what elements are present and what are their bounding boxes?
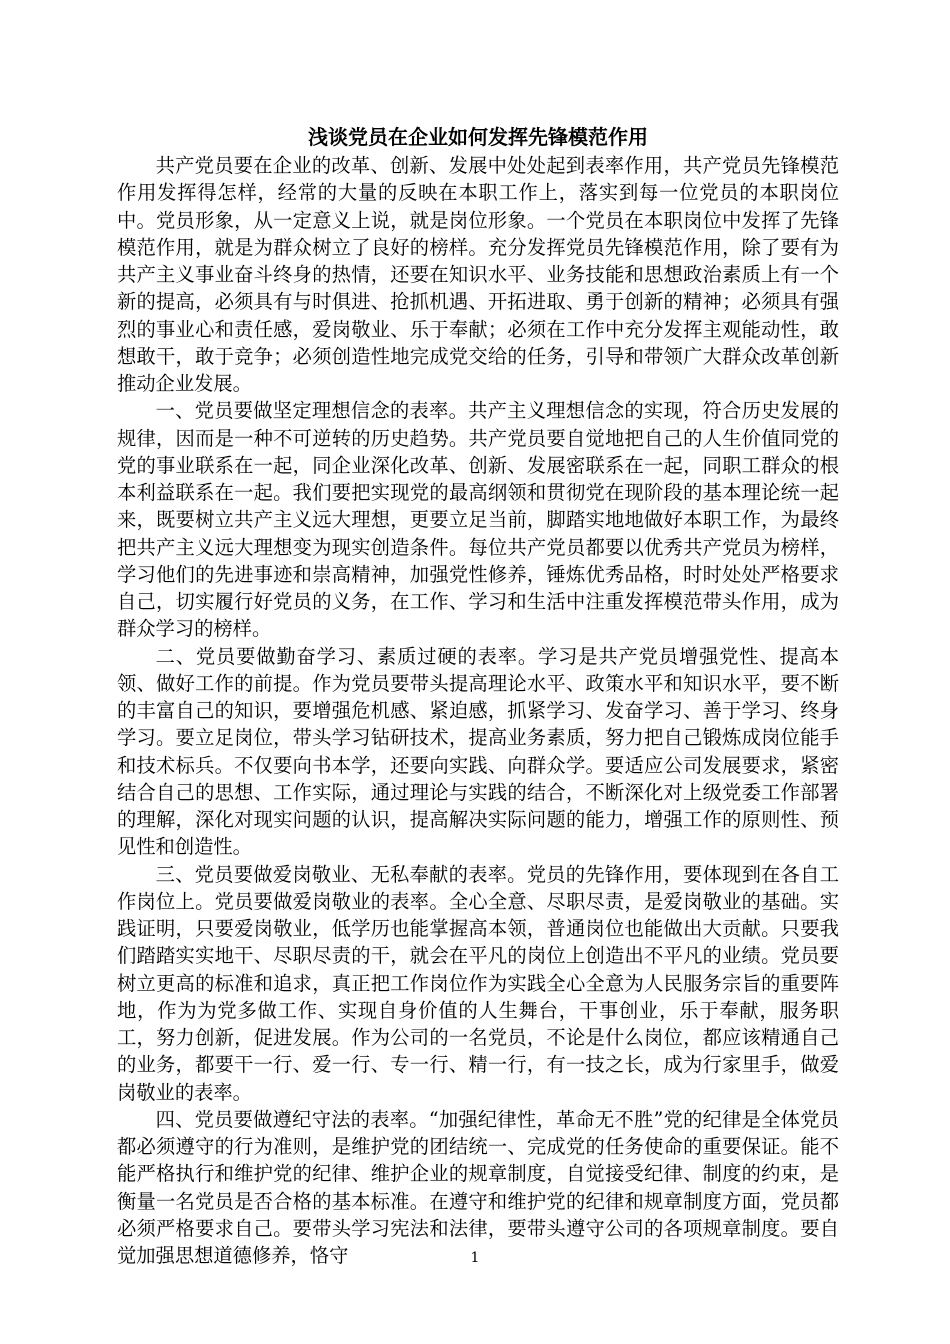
section-2-paragraph: 二、党员要做勤奋学习、素质过硬的表率。学习是共产党员增强党性、提高本领、做好工作的前提。作为党员要带头提高理论水平、政策水平和知识水平，要不断的丰富自己的知识，要增强危机感、紧迫感，抓紧学习、发奋学习、善于学习、终身学习。要立足岗位，带头学习钻研技术，提高业务素质，努力把自己锻炼成岗位能手和技术标兵。不仅要向书本学，还要向实践、向群众学。要适应公司发展要求，紧密结合自己的思想、工作实际，通过理论与实践的结合，不断深化对上级党委工作部署的理解，深化对现实问题的认识，提高解决实际问题的能力，增强工作的原则性、预见性和创造性。 (117, 644, 839, 859)
section-4-paragraph: 四、党员要做遵纪守法的表率。“加强纪律性，革命无不胜”党的纪律是全体党员都必须遵守的行为准则，是维护党的团结统一、完成党的任务使命的重要保证。能不能严格执行和维护党的纪律、维护企业的规章制度，自觉接受纪律、制度的约束，是衡量一名党员是否合格的基本标准。在遵守和维护党的纪律和规章制度方面，党员都必须严格要求自己。要带头学习宪法和法律，要带头遵守公司的各项规章制度。要自觉加强思想道德修养，恪守 (117, 1107, 839, 1267)
section-1-paragraph: 一、党员要做坚定理想信念的表率。共产主义理想信念的实现，符合历史发展的规律，因而是一种不可逆转的历史趋势。共产党员要自觉地把自己的人生价值同党的党的事业联系在一起，同企业深化改革、创新、发展密联系在一起，同职工群众的根本利益联系在一起。我们要把实现党的最高纲领和贯彻党在现阶段的基本理论统一起来，既要树立共产主义远大理想，更要立足当前，脚踏实地地做好本职工作，为最终把共产主义远大理想变为现实创造条件。每位共产党员都要以优秀共产党员为榜样，学习他们的先进事迹和崇高精神，加强党性修养，锤炼优秀品格，时时处处严格要求自己，切实履行好党员的义务，在工作、学习和生活中注重发挥模范带头作用，成为群众学习的榜样。 (117, 399, 839, 641)
document-body (117, 122, 839, 1269)
document-title: 浅谈党员在企业如何发挥先锋模范作用 (308, 125, 648, 149)
section-3-paragraph: 三、党员要做爱岗敬业、无私奉献的表率。党员的先锋作用，要体现到在各自工作岗位上。党员要做爱岗敬业的表率。全心全意、尽职尽责，是爱岗敬业的基础。实践证明，只要爱岗敬业，低学历也能掌握高本领，普通岗位也能做出大贡献。只要我们踏踏实实地干、尽职尽责的干，就会在平凡的岗位上创造出不平凡的业绩。党员要树立更高的标准和追求，真正把工作岗位作为实践全心全意为人民服务宗旨的重要阵地，作为为党多做工作、实现自身价值的人生舞台，干事创业，乐于奉献，服务职工，努力创新，促进发展。作为公司的一名党员，不论是什么岗位，都应该精通自己的业务，都要干一行、爱一行、专一行、精一行，有一技之长，成为行家里手，做爱岗敬业的表率。 (117, 862, 839, 1104)
page-number: 1 (470, 1250, 480, 1266)
intro-paragraph: 共产党员要在企业的改革、创新、发展中处处起到表率作用，共产党员先锋模范作用发挥得怎样，经常的大量的反映在本职工作上，落实到每一位党员的本职岗位中。党员形象，从一定意义上说，就是岗位形象。一个党员在本职岗位中发挥了先锋模范作用，就是为群众树立了良好的榜样。充分发挥党员先锋模范作用，除了要有为共产主义事业奋斗终身的热情，还要在知识水平、业务技能和思想政治素质上有一个新的提高，必须具有与时俱进、抢抓机遇、开拓进取、勇于创新的精神；必须具有强烈的事业心和责任感，爱岗敬业、乐于奉献；必须在工作中充分发挥主观能动性，敢想敢干，敢于竞争；必须创造性地完成党交给的任务，引导和带领广大群众改革创新推动企业发展。 (117, 154, 839, 395)
